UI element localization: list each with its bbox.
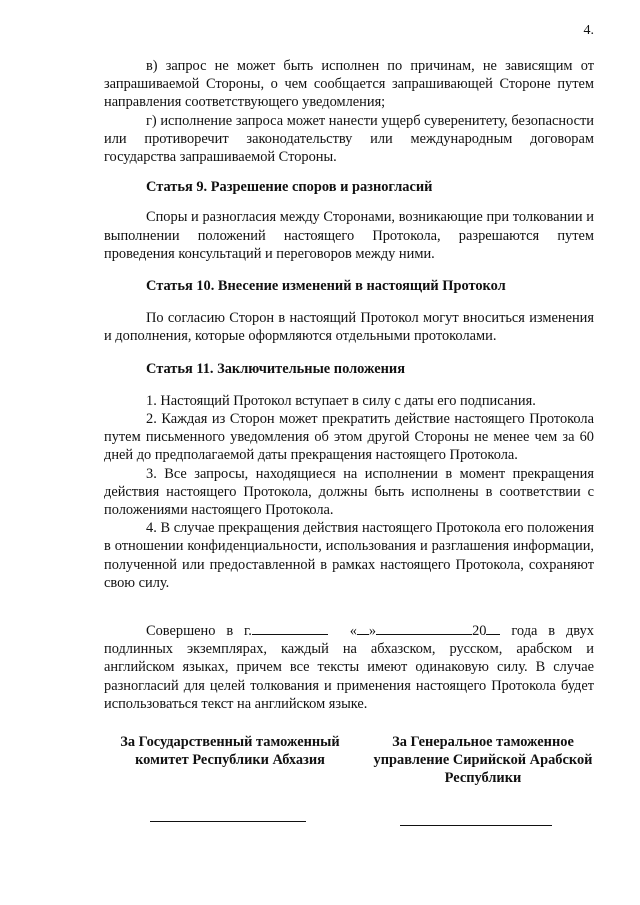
article-11-item-1: 1. Настоящий Протокол вступает в силу с даты его подписания. xyxy=(146,392,536,409)
article-10-text: По согласию Сторон в настоящий Протокол могут вноситься изменения и дополнения, которые оформляются отдельными протоколами. xyxy=(104,310,594,345)
signature-line-left xyxy=(150,821,306,822)
closing-paragraph xyxy=(104,622,594,713)
clause-v: в) запрос не может быть исполнен по причинам, не зависящим от запрашиваемой Стороны, о чем сообщается запрашивающей Стороне путем направления соответствующего уведомления; xyxy=(104,58,594,111)
year-blank xyxy=(486,622,500,635)
date-quote-close: » xyxy=(368,623,377,640)
closing-text: года в двух подлинных экземплярах, каждый на абхазском, русском, арабском и английском языках, причем все тексты имеют одинаковую силу. В случае разногласий для целей толкования и применения настоящего Протокола будет использоваться текст на английском языке. xyxy=(104,623,594,712)
document-body xyxy=(104,57,594,713)
date-quote-open: « xyxy=(349,623,357,640)
city-blank xyxy=(252,622,328,635)
signature-right-party: За Генеральное таможенное управление Сирийской Арабской Республики xyxy=(373,734,593,787)
page-number: 4. xyxy=(583,23,594,38)
year-prefix: 20 xyxy=(472,623,487,640)
clause-g: г) исполнение запроса может нанести ущерб суверенитету, безопасности или противоречит законодательству или международным договорам государства запрашиваемой Стороны. xyxy=(104,112,594,166)
article-11-heading: Статья 11. Заключительные положения xyxy=(146,360,405,377)
article-11-item-2: 2. Каждая из Сторон может прекратить действие настоящего Протокола путем письменного уведомления об этом другой Стороны не менее чем за 60 дней до предполагаемой даты прекращения настоящего Протокола. xyxy=(104,411,594,464)
article-9-heading: Статья 9. Разрешение споров и разногласий xyxy=(146,179,433,196)
day-blank xyxy=(357,622,369,635)
month-blank xyxy=(376,622,472,635)
signature-block xyxy=(104,733,594,833)
article-9-text: Споры и разногласия между Сторонами, возникающие при толковании и выполнении положений настоящего Протокола, разрешаются путем проведения консультаций и переговоров между ними. xyxy=(104,209,594,262)
article-10-heading: Статья 10. Внесение изменений в настоящий Протокол xyxy=(146,278,506,295)
article-11-item-3: 3. Все запросы, находящиеся на исполнении в момент прекращения действия настоящего Протокола, должны быть исполнены в соответствии с положениями настоящего Протокола. xyxy=(104,465,594,519)
signature-left-party: За Государственный таможенный комитет Республики Абхазия xyxy=(120,734,340,769)
signature-line-right xyxy=(400,825,552,826)
closing-city-label: Совершено в г. xyxy=(146,623,252,640)
article-11-item-4: 4. В случае прекращения действия настоящего Протокола его положения в отношении конфиденциальности, использования и разглашения информации, полученной или предоставленной в рамках настоящего Протокола, сохраняют свою силу. xyxy=(104,520,594,591)
